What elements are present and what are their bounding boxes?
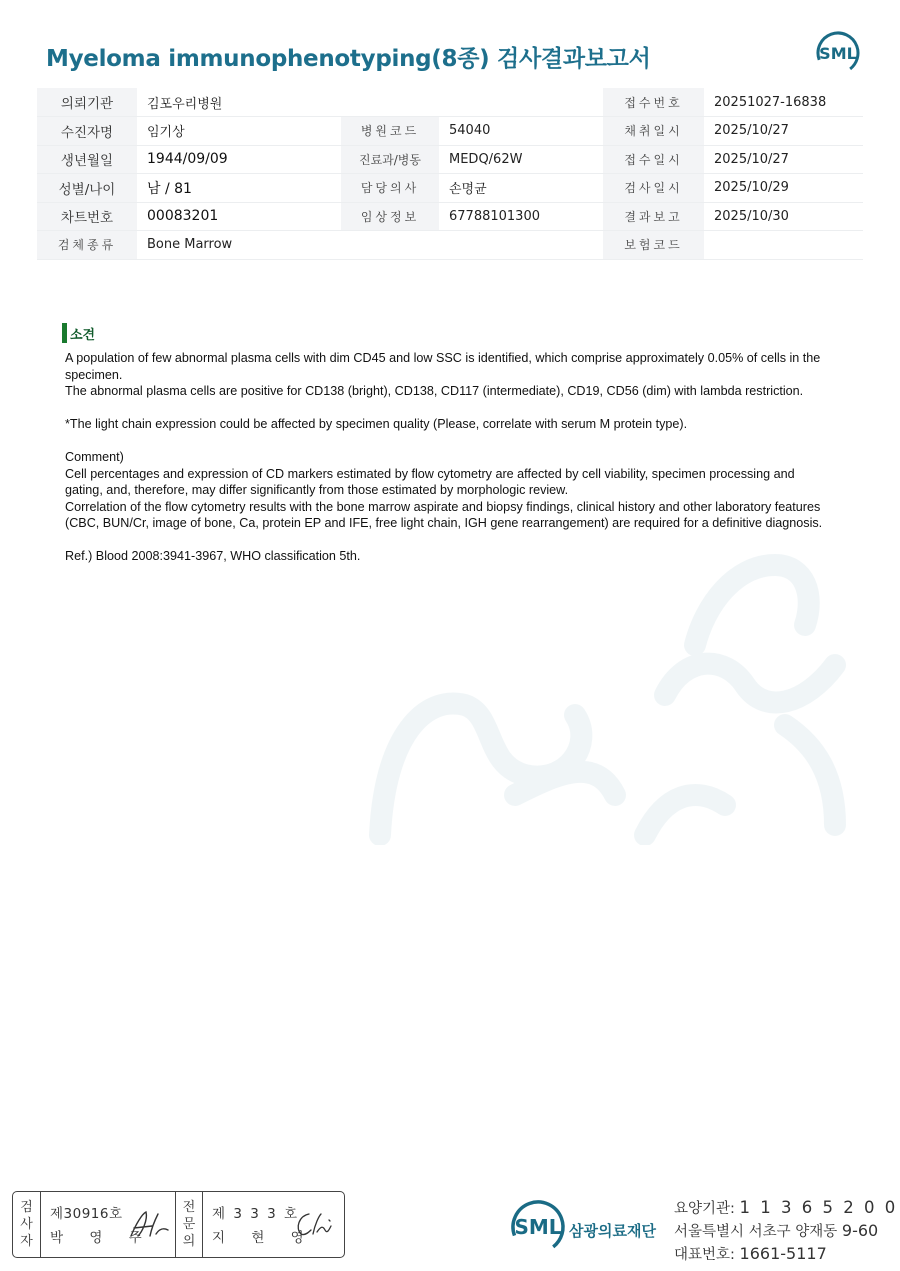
institution-code-value: 1 1 3 6 5 2 0 0 <box>739 1198 898 1217</box>
label-insurance-code: 보험코드 <box>603 231 704 260</box>
findings-title: 소견 <box>70 327 96 343</box>
label-clinical-info: 임상정보 <box>341 202 439 231</box>
findings-body <box>65 350 825 565</box>
spacer <box>65 433 825 450</box>
value-result-report: 2025/10/30 <box>704 202 863 231</box>
sml-logo <box>814 30 862 76</box>
patient-info-table <box>37 88 863 260</box>
findings-paragraph: Cell percentages and expression of CD markers estimated by flow cytometry are affected by cell viability, specimen processing and gating, and, therefore, may differ significantly from those estimated by morphologic review. <box>65 466 795 497</box>
value-patient-name: 임기상 <box>137 117 341 146</box>
examiner-label-column <box>13 1192 41 1257</box>
institution-code-label: 요양기관: <box>674 1201 735 1217</box>
phone-label: 대표번호: <box>674 1247 735 1263</box>
label-sex-age: 성별/나이 <box>37 174 137 203</box>
label-attending-physician: 담당의사 <box>341 174 439 203</box>
value-received-date: 2025/10/27 <box>704 145 863 174</box>
report-title: Myeloma immunophenotyping(8종) 검사결과보고서 <box>46 46 651 72</box>
empty-cell <box>439 231 603 260</box>
empty-cell <box>341 88 439 117</box>
address-number: 9-60 <box>841 1221 879 1240</box>
findings-paragraph: *The light chain expression could be affected by specimen quality (Please, correlate with serum M protein type). <box>65 417 688 431</box>
empty-cell <box>439 88 603 117</box>
info-row <box>37 145 863 174</box>
institution-code-line <box>674 1197 898 1220</box>
specialist-label-column <box>175 1192 203 1257</box>
label-requesting-institution: 의뢰기관 <box>37 88 137 117</box>
value-birth-date: 1944/09/09 <box>137 145 341 174</box>
value-sex-age: 남 / 81 <box>137 174 341 203</box>
specialist-signature <box>293 1208 337 1240</box>
value-specimen-type: Bone Marrow <box>137 231 341 260</box>
spacer <box>65 400 825 417</box>
label-patient-name: 수진자명 <box>37 117 137 146</box>
phone-value: 1661-5117 <box>739 1244 827 1263</box>
value-requesting-institution: 김포우리병원 <box>137 88 341 117</box>
value-hospital-code: 54040 <box>439 117 603 146</box>
label-department-ward: 진료과/병동 <box>341 145 439 174</box>
label-received-date: 접수일시 <box>603 145 704 174</box>
value-attending-physician: 손명균 <box>439 174 603 203</box>
examiner-label-char: 사 <box>20 1217 33 1232</box>
findings-paragraph: Correlation of the flow cytometry results with the bone marrow aspirate and biopsy findings, clinical history and other laboratory features (CBC, BUN/Cr, image of bone, Ca, protein EP and IFE, free light chain, IGH gene rearrangement) are required for a definitive diagnosis. <box>65 499 823 530</box>
findings-paragraph: A population of few abnormal plasma cells with dim CD45 and low SSC is identified, which comprise approximately 0.05% of cells in the specimen. <box>65 351 821 382</box>
specialist-label-char: 의 <box>182 1234 196 1249</box>
examiner-name: 박 영 주 <box>50 1230 153 1246</box>
specialist-label-char: 전 <box>182 1200 196 1215</box>
examiner-license: 제30916호 <box>50 1206 123 1222</box>
info-row <box>37 231 863 260</box>
organization-name: 삼광의료재단 <box>569 1222 656 1240</box>
value-insurance-code <box>704 231 863 260</box>
label-test-date: 검사일시 <box>603 174 704 203</box>
findings-header <box>62 323 95 343</box>
specialist-name: 지 현 영 <box>212 1230 315 1246</box>
value-accession-number: 20251027-16838 <box>704 88 863 117</box>
label-birth-date: 생년월일 <box>37 145 137 174</box>
value-test-date: 2025/10/29 <box>704 174 863 203</box>
signature-box <box>12 1191 345 1258</box>
sml-logo-text: SML <box>819 44 857 63</box>
label-hospital-code: 병원코드 <box>341 117 439 146</box>
footer-logo-text: SML <box>514 1215 562 1239</box>
label-chart-number: 차트번호 <box>37 202 137 231</box>
findings-paragraph: Ref.) Blood 2008:3941-3967, WHO classification 5th. <box>65 549 361 563</box>
findings-paragraph: Comment) <box>65 450 124 464</box>
phone-line <box>674 1243 898 1266</box>
info-row <box>37 88 863 117</box>
section-marker <box>62 323 67 343</box>
value-clinical-info: 67788101300 <box>439 202 603 231</box>
examiner-label-char: 검 <box>20 1200 33 1215</box>
info-row <box>37 202 863 231</box>
examiner-label-char: 자 <box>20 1234 33 1249</box>
value-collection-date: 2025/10/27 <box>704 117 863 146</box>
label-collection-date: 채취일시 <box>603 117 704 146</box>
info-row <box>37 117 863 146</box>
findings-paragraph: The abnormal plasma cells are positive for CD138 (bright), CD138, CD117 (intermediate), CD19, CD56 (dim) with lambda restriction. <box>65 384 804 398</box>
empty-cell <box>341 231 439 260</box>
footer-contact <box>674 1197 898 1266</box>
value-chart-number: 00083201 <box>137 202 341 231</box>
address-text: 서울특별시 서초구 양재동 <box>674 1224 838 1240</box>
label-result-report: 결과보고 <box>603 202 704 231</box>
value-department-ward: MEDQ/62W <box>439 145 603 174</box>
examiner-signature <box>128 1206 172 1242</box>
specialist-license: 제 3 3 3 호 <box>212 1206 300 1222</box>
footer-sml-logo <box>508 1198 568 1256</box>
info-row <box>37 174 863 203</box>
address-line <box>674 1220 898 1243</box>
label-accession-number: 접수번호 <box>603 88 704 117</box>
label-specimen-type: 검체종류 <box>37 231 137 260</box>
specialist-label-char: 문 <box>182 1217 196 1232</box>
watermark-graphic <box>365 545 855 845</box>
